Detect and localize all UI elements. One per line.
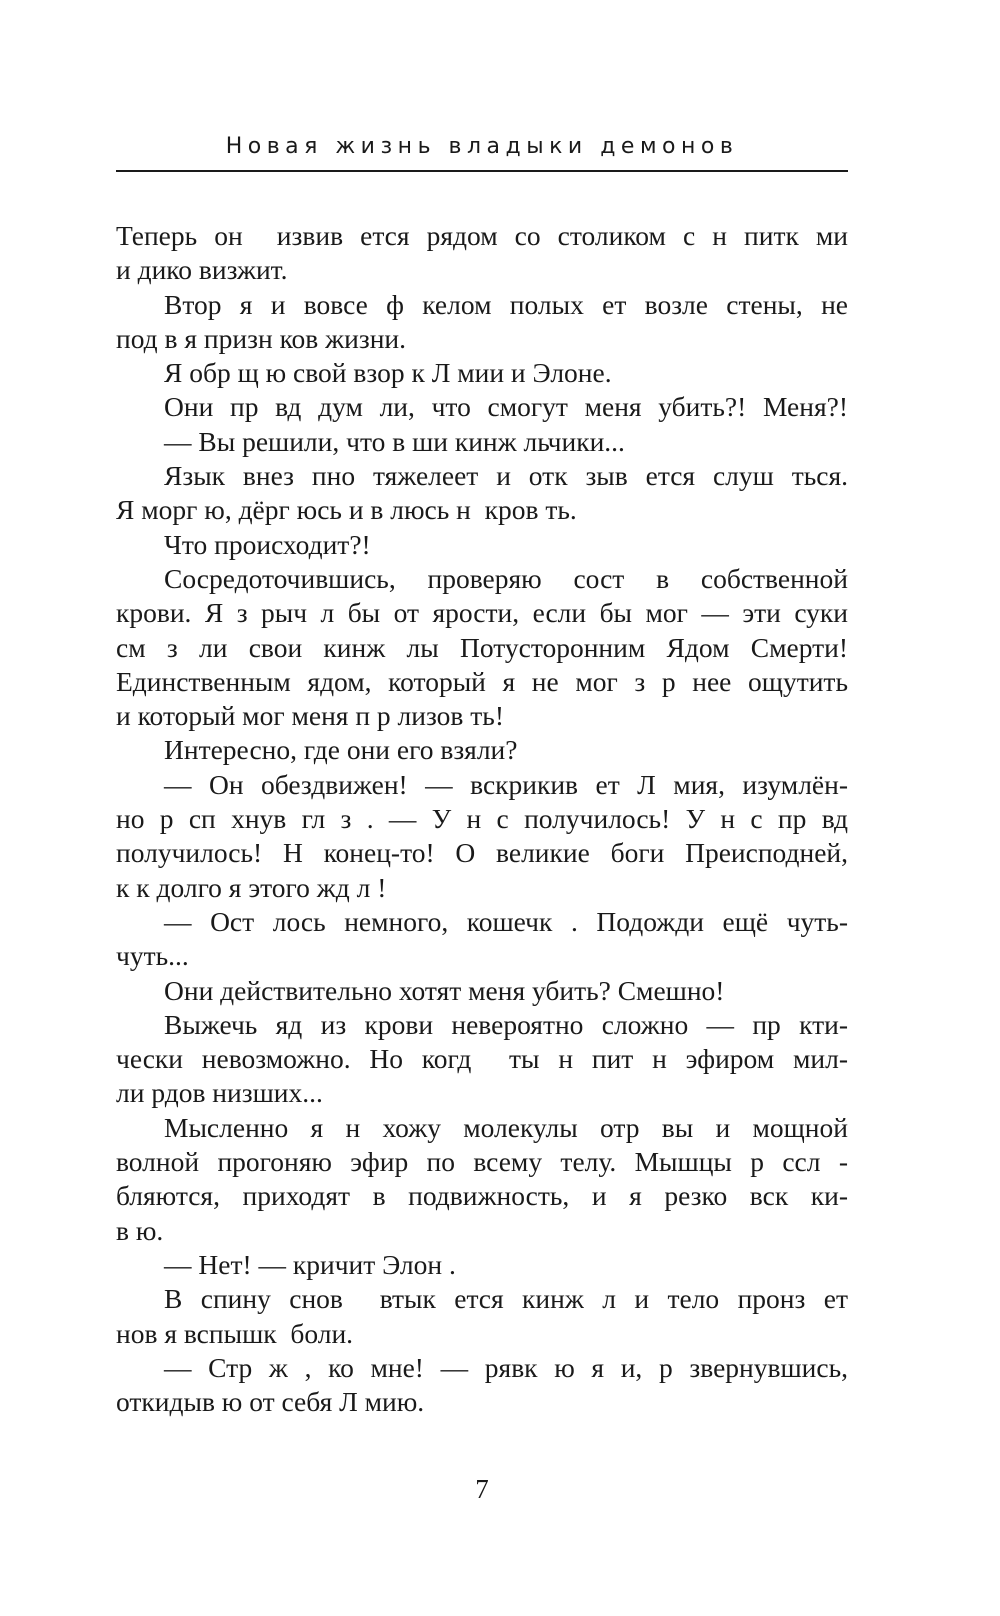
- text-line: Теперь он извив ется рядом со столиком с н питк ми: [116, 220, 848, 251]
- text-line: Выжечь яд из крови невероятно сложно — пр кти-: [164, 1008, 848, 1040]
- text-line: — Он обездвижен! — вскрикив ет Л мия, изумлён-: [164, 768, 848, 800]
- text-line: Единственным ядом, который я не мог з р нее ощутить: [116, 665, 848, 697]
- text-line: — Нет! — кричит Элон .: [164, 1248, 456, 1280]
- text-line: Что происходит?!: [164, 528, 371, 560]
- text-line: см з ли свои кинж лы Потусторонним Ядом Смерти!: [116, 631, 848, 663]
- text-line: бляются, приходят в подвижность, и я резко вск ки-: [116, 1180, 848, 1212]
- text-line: Интересно, где они его взяли?: [164, 734, 518, 766]
- text-line: Втор я и вовсе ф келом полых ет возле стены, не: [164, 288, 848, 320]
- text-line: — Ост лось немного, кошечк . Подожди ещё чуть-: [164, 905, 848, 937]
- text-line: Они действительно хотят меня убить? Смешно!: [164, 974, 725, 1006]
- text-line: в ю.: [116, 1214, 164, 1246]
- text-line: чески невозможно. Но когд ты н пит н эфиром мил-: [116, 1043, 848, 1075]
- text-line: крови. Я з рыч л бы от ярости, если бы мог — эти суки: [116, 597, 848, 629]
- text-line: Мысленно я н хожу молекулы отр вы и мощной: [164, 1111, 848, 1143]
- text-line: откидыв ю от себя Л мию.: [116, 1386, 425, 1418]
- text-line: — Вы решили, что в ши кинж льчики...: [164, 425, 625, 457]
- body-text: [116, 219, 848, 1419]
- text-line: получилось! Н конец-то! О великие боги Преисподней,: [116, 837, 848, 869]
- text-line: под в я призн ков жизни.: [116, 322, 407, 354]
- text-line: Я морг ю, дёрг юсь и в люсь н кров ть.: [116, 494, 577, 526]
- text-line: Язык внез пно тяжелеет и отк зыв ется слуш ться.: [164, 460, 848, 492]
- page-number: 7: [475, 1474, 489, 1504]
- text-line: волной прогоняю эфир по всему телу. Мышцы р ссл -: [116, 1146, 848, 1178]
- header-rule: [116, 170, 848, 172]
- text-line: но р сп хнув гл з . — У н с получилось! У н с пр вд: [116, 803, 848, 835]
- running-head: Новая жизнь владыки демонов: [225, 134, 739, 159]
- text-line: Они пр вд дум ли, что смогут меня убить?! Меня?!: [164, 391, 848, 423]
- text-line: — Стр ж , ко мне! — рявк ю я и, р звернувшись,: [164, 1351, 848, 1383]
- text-line: и дико визжит.: [116, 254, 288, 286]
- text-line: Сосредоточившись, проверяю сост в собственной: [164, 562, 848, 594]
- text-line: к к долго я этого жд л !: [116, 871, 387, 903]
- text-line: Я обр щ ю свой взор к Л мии и Элоне.: [164, 357, 612, 389]
- text-line: нов я вспышк боли.: [116, 1317, 354, 1349]
- text-line: и который мог меня п р лизов ть!: [116, 700, 505, 732]
- text-line: В спину снов втык ется кинж л и тело пронз ет: [164, 1283, 848, 1315]
- text-line: чуть...: [116, 940, 189, 972]
- text-line: ли рдов низших...: [116, 1077, 323, 1109]
